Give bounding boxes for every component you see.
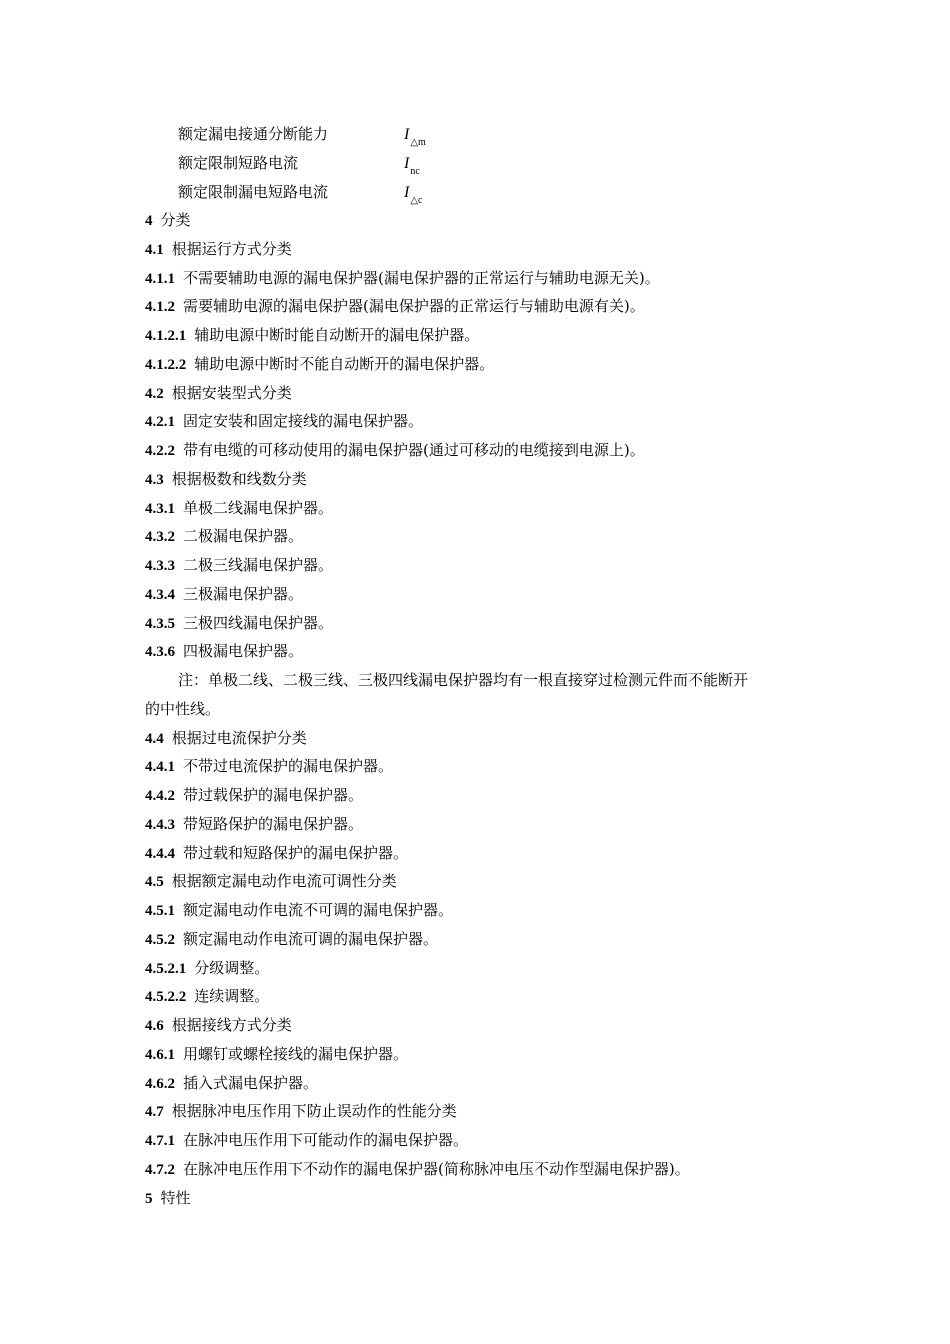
clause-number: 4.3.6	[145, 644, 175, 661]
clause-number: 4.7.1	[145, 1133, 175, 1149]
clause-text: 固定安装和固定接线的漏电保护器。	[183, 412, 424, 431]
clause-text: 根据过电流保护分类	[171, 728, 307, 747]
clause-text: 在脉冲电压作用下可能动作的漏电保护器。	[183, 1131, 469, 1149]
clause-number: 4.1	[145, 241, 164, 258]
clause-text: 分类	[160, 211, 191, 229]
clause-line	[145, 1097, 810, 1126]
clause-number: 4.3.3	[145, 558, 175, 574]
clause-line	[145, 1184, 810, 1213]
clause-line	[145, 637, 810, 666]
clause-text: 不需要辅助电源的漏电保护器(漏电保护器的正常运行与辅助电源无关)。	[183, 268, 660, 287]
clause-number: 4.5.1	[145, 903, 175, 919]
clause-text: 分级调整。	[194, 958, 270, 977]
clause-number: 4.5	[145, 874, 164, 891]
clause-number: 4.6.1	[145, 1046, 175, 1063]
clause-number: 4.3.5	[145, 615, 175, 632]
clause-line	[145, 724, 810, 753]
clause-text: 辅助电源中断时不能自动断开的漏电保护器。	[194, 354, 495, 373]
clause-line	[145, 982, 810, 1011]
clause-number: 4.4	[145, 730, 164, 747]
clause-text: 根据极数和线数分类	[171, 469, 307, 488]
clause-text: 辅助电源中断时能自动断开的漏电保护器。	[194, 326, 480, 344]
clause-line	[145, 1069, 810, 1098]
clause-line	[145, 896, 810, 925]
clause-line	[145, 810, 810, 839]
clause-text: 在脉冲电压作用下不动作的漏电保护器(简称脉冲电压不动作型漏电保护器)。	[183, 1159, 690, 1178]
symbol-main: I	[404, 155, 410, 172]
clause-number: 4.6.2	[145, 1075, 175, 1092]
clause-text: 额定漏电动作电流可调的漏电保护器。	[183, 929, 439, 948]
clause-text: 带过载保护的漏电保护器。	[183, 786, 364, 804]
clause-number: 4.5.2.2	[145, 989, 187, 1006]
symbol-subscript: △m	[410, 137, 426, 148]
clause-line	[145, 264, 810, 293]
clause-text: 根据接线方式分类	[171, 1016, 292, 1034]
note-line	[145, 666, 810, 695]
clause-number: 4.4.1	[145, 759, 175, 776]
clause-number: 4.3	[145, 471, 164, 488]
symbol-main: I	[404, 126, 410, 143]
symbol-subscript: nc	[410, 166, 420, 177]
clause-line	[145, 954, 810, 983]
clause-text: 用螺钉或螺栓接线的漏电保护器。	[183, 1044, 409, 1063]
clause-text: 插入式漏电保护器。	[183, 1073, 319, 1092]
clause-text: 注：单极二线、二极三线、三极四线漏电保护器均有一根直接穿过检测元件而不能断开	[178, 671, 749, 689]
clause-number: 4	[145, 213, 153, 229]
clause-line	[145, 1126, 810, 1155]
continuation-line	[145, 695, 810, 724]
clause-line	[145, 580, 810, 609]
clause-number: 4.1.2	[145, 299, 175, 316]
clause-text: 三极漏电保护器。	[183, 584, 304, 603]
clause-number: 4.1.2.1	[145, 328, 187, 344]
clause-number: 4.1.2.2	[145, 356, 187, 373]
clause-number: 4.2	[145, 385, 164, 402]
clause-line	[145, 321, 810, 350]
clause-line	[145, 551, 810, 580]
clause-text: 额定漏电动作电流不可调的漏电保护器。	[183, 901, 454, 919]
clause-text: 根据额定漏电动作电流可调性分类	[171, 872, 397, 891]
clause-line	[145, 522, 810, 551]
clause-text: 需要辅助电源的漏电保护器(漏电保护器的正常运行与辅助电源有关)。	[183, 297, 645, 316]
clause-number: 4.5.2.1	[145, 960, 187, 977]
clause-text: 四极漏电保护器。	[183, 642, 304, 661]
clause-number: 4.6	[145, 1018, 164, 1034]
clause-line	[145, 379, 810, 408]
clause-text: 连续调整。	[194, 987, 270, 1006]
clause-text: 三极四线漏电保护器。	[183, 613, 334, 632]
clause-text: 带短路保护的漏电保护器。	[183, 814, 364, 833]
clause-number: 5	[145, 1190, 153, 1207]
symbol-name: 额定限制漏电短路电流	[178, 183, 329, 201]
clause-line	[145, 407, 810, 436]
clause-number: 4.2.2	[145, 443, 175, 459]
symbol-name: 额定漏电接通分断能力	[178, 125, 329, 143]
clause-number: 4.3.4	[145, 586, 175, 603]
clause-line	[145, 350, 810, 379]
clause-text: 二极三线漏电保护器。	[183, 556, 334, 574]
clause-line	[145, 609, 810, 638]
clause-number: 4.1.1	[145, 270, 175, 287]
clause-text: 带过载和短路保护的漏电保护器。	[183, 843, 409, 862]
clause-number: 4.7	[145, 1104, 164, 1121]
clause-text: 根据安装型式分类	[171, 383, 292, 402]
clause-text: 不带过电流保护的漏电保护器。	[183, 757, 394, 776]
clause-line	[145, 465, 810, 494]
symbol-subscript: △c	[410, 195, 423, 206]
clause-line	[145, 839, 810, 868]
clause-number: 4.5.2	[145, 931, 175, 948]
clause-line	[145, 235, 810, 264]
clause-line	[145, 1011, 810, 1040]
clause-line	[145, 1155, 810, 1184]
clause-line	[145, 494, 810, 523]
symbol-main: I	[404, 184, 410, 201]
symbol-name: 额定限制短路电流	[178, 154, 299, 172]
clause-number: 4.3.2	[145, 529, 175, 546]
clause-line	[145, 867, 810, 896]
clause-line	[145, 781, 810, 810]
clause-number: 4.7.2	[145, 1161, 175, 1178]
clause-text: 的中性线。	[145, 699, 221, 718]
clause-text: 特性	[160, 1188, 191, 1207]
clause-number: 4.4.3	[145, 816, 175, 833]
clause-number: 4.2.1	[145, 414, 175, 431]
clause-number: 4.3.1	[145, 500, 175, 517]
clause-number: 4.4.4	[145, 845, 175, 862]
clause-text: 二极漏电保护器。	[183, 527, 304, 546]
clause-line	[145, 292, 810, 321]
clause-number: 4.4.2	[145, 788, 175, 804]
clause-line	[145, 1040, 810, 1069]
clause-text: 单极二线漏电保护器。	[183, 498, 334, 517]
clause-text: 根据脉冲电压作用下防止误动作的性能分类	[171, 1102, 457, 1121]
clause-line	[145, 206, 810, 235]
clause-text: 带有电缆的可移动使用的漏电保护器(通过可移动的电缆接到电源上)。	[183, 441, 645, 459]
clause-list	[145, 206, 810, 1212]
clause-line	[145, 752, 810, 781]
clause-line	[145, 925, 810, 954]
clause-line	[145, 436, 810, 465]
clause-text: 根据运行方式分类	[171, 239, 292, 258]
